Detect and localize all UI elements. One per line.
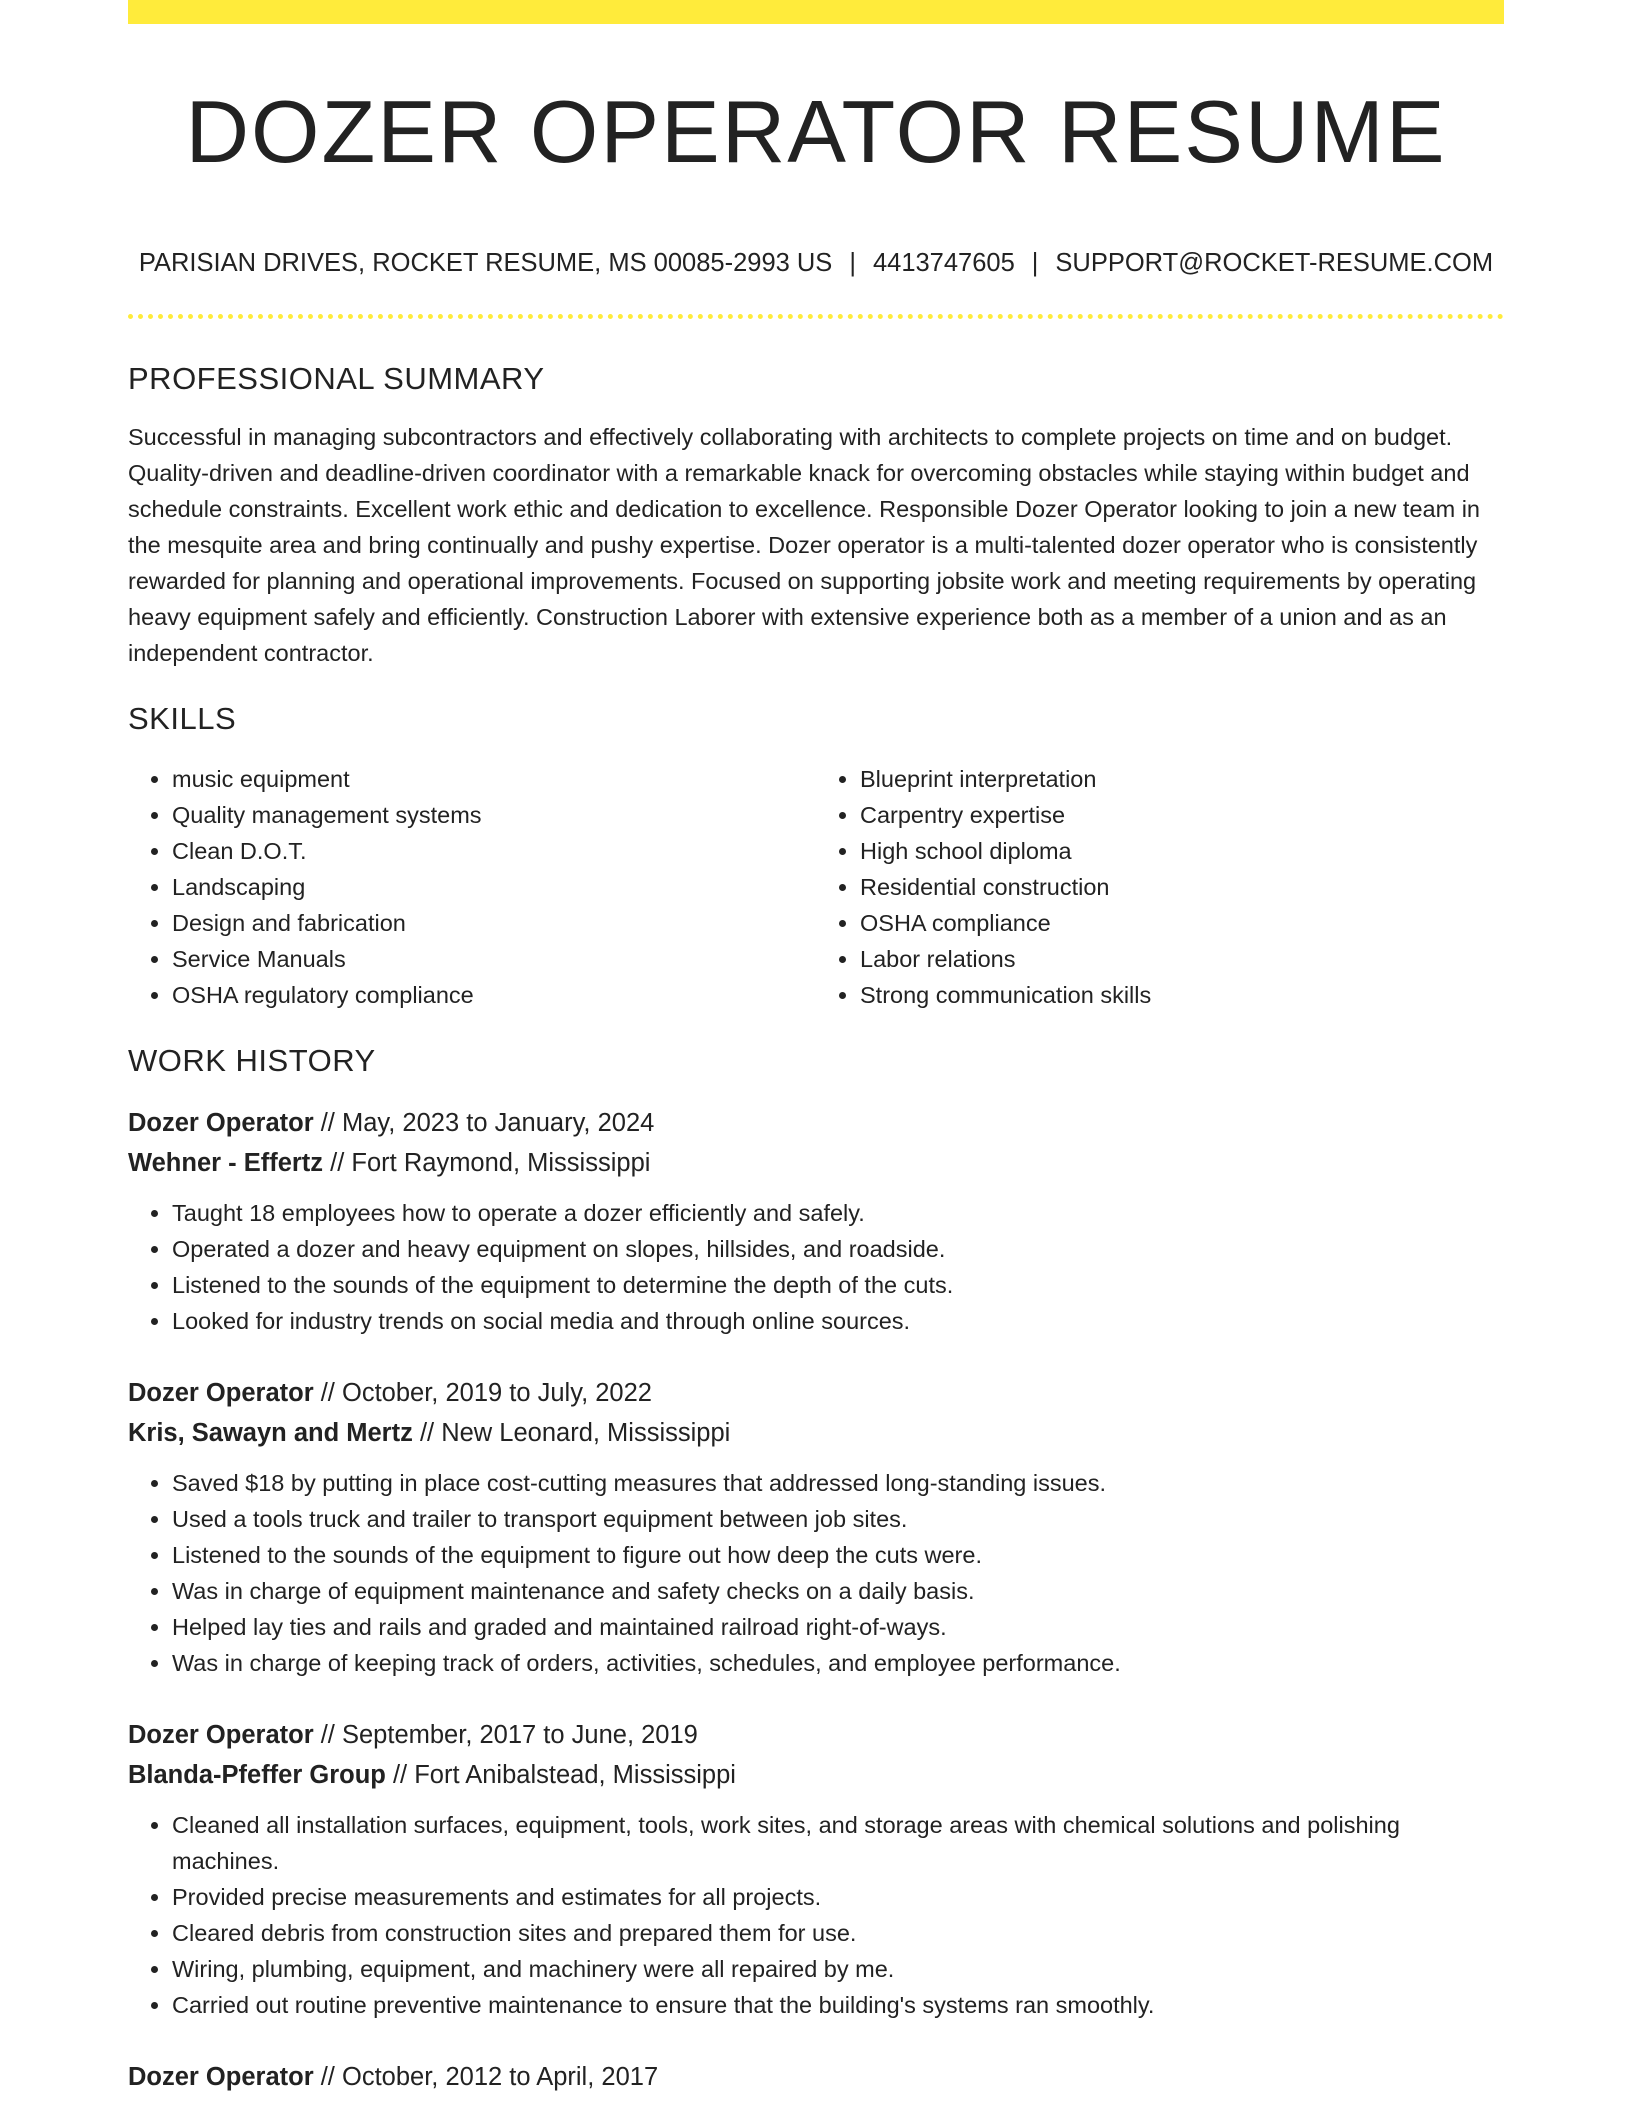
job-dates: September, 2017 to June, 2019	[341, 1721, 698, 1749]
job-bullet: • Used a tools truck and trailer to transport equipment between job sites.	[172, 1501, 1504, 1537]
skill-item: • Blueprint interpretation	[860, 761, 1504, 797]
work-history-heading: WORK HISTORY	[128, 1043, 376, 1078]
job-role: Dozer Operator	[128, 1109, 314, 1137]
resume-title: DOZER OPERATOR RESUME	[185, 82, 1447, 181]
skill-item: • OSHA compliance	[860, 905, 1504, 941]
skills-list-right	[816, 761, 1504, 1013]
job-bullet: • Listened to the sounds of the equipment to figure out how deep the cuts were.	[172, 1537, 1504, 1573]
skills-list-left	[128, 761, 816, 1013]
job-divider: //	[320, 1721, 335, 1749]
skill-item: • Carpentry expertise	[860, 797, 1504, 833]
skill-item: • Service Manuals	[172, 941, 816, 977]
job-role-line	[128, 1103, 1504, 1143]
skill-item: • High school diploma	[860, 833, 1504, 869]
job-role: Dozer Operator	[128, 1721, 314, 1749]
job-company: Wehner - Effertz	[128, 1149, 324, 1177]
job-company-line	[128, 1755, 1504, 1795]
job-entry	[128, 1103, 1504, 1339]
job-divider: //	[330, 1149, 345, 1177]
skill-item: • Landscaping	[172, 869, 816, 905]
job-bullet: • Wiring, plumbing, equipment, and machinery were all repaired by me.	[172, 1951, 1504, 1987]
skill-item: • Quality management systems	[172, 797, 816, 833]
job-entry	[128, 1715, 1504, 2023]
job-bullet: • Provided precise measurements and estimates for all projects.	[172, 1879, 1504, 1915]
job-dates: October, 2019 to July, 2022	[341, 1379, 652, 1407]
skill-item: • Strong communication skills	[860, 977, 1504, 1013]
summary-text: Successful in managing subcontractors and effectively collaborating with architects to complete projects on time and on budget. Quality-driven and deadline-driven coordinator with a remarkable knack for overcoming obstacles while staying within budget and schedule constraints. Excellent work ethic and dedication to excellence. Responsible Dozer Operator looking to join a new team in the mesquite area and bring continually and pushy expertise. Dozer operator is a multi-talented dozer operator who is consistently rewarded for planning and operational improvements. Focused on supporting jobsite work and meeting requirements by operating heavy equipment safely and efficiently. Construction Laborer with extensive experience both as a member of a union and as an independent contractor.	[128, 424, 1480, 666]
job-bullets	[128, 1465, 1504, 1681]
job-divider: //	[419, 1419, 435, 1447]
contact-separator: |	[1031, 249, 1039, 277]
contact-email: SUPPORT@ROCKET-RESUME.COM	[1055, 249, 1494, 277]
job-bullet: • Was in charge of keeping track of orders, activities, schedules, and employee performance.	[172, 1645, 1504, 1681]
job-bullet: • Operated a dozer and heavy equipment on slopes, hillsides, and roadside.	[172, 1231, 1504, 1267]
job-dates: October, 2012 to April, 2017	[341, 2063, 659, 2091]
job-company-line	[128, 1143, 1504, 1183]
job-bullet: • Taught 18 employees how to operate a dozer efficiently and safely.	[172, 1195, 1504, 1231]
job-bullet: • Carried out routine preventive maintenance to ensure that the building's systems ran smoothly.	[172, 1987, 1504, 2023]
job-divider: //	[320, 1109, 335, 1137]
job-bullet: • Cleared debris from construction sites and prepared them for use.	[172, 1915, 1504, 1951]
contact-line	[128, 246, 1504, 280]
job-company: Kris, Sawayn and Mertz	[128, 1419, 413, 1447]
dotted-divider	[128, 314, 1504, 319]
contact-phone: 4413747605	[872, 249, 1015, 277]
job-role: Dozer Operator	[128, 2063, 314, 2091]
skill-item: • OSHA regulatory compliance	[172, 977, 816, 1013]
job-bullet: • Saved $18 by putting in place cost-cutting measures that addressed long-standing issues.	[172, 1465, 1504, 1501]
skill-item: • Residential construction	[860, 869, 1504, 905]
job-bullets	[128, 1807, 1504, 2023]
job-role-line	[128, 2057, 1504, 2097]
job-location: New Leonard, Mississippi	[441, 1419, 731, 1447]
job-location: Fort Anibalstead, Mississippi	[414, 1761, 736, 1789]
job-bullets	[128, 1195, 1504, 1339]
contact-separator: |	[849, 249, 856, 277]
job-entry	[128, 1373, 1504, 1681]
resume-page	[128, 0, 1504, 2097]
job-role-line	[128, 1715, 1504, 1755]
job-role: Dozer Operator	[128, 1379, 314, 1407]
job-bullet: • Looked for industry trends on social media and through online sources.	[172, 1303, 1504, 1339]
job-divider: //	[392, 1761, 408, 1789]
skills-heading: SKILLS	[128, 701, 237, 736]
job-bullet: • Helped lay ties and rails and graded and maintained railroad right-of-ways.	[172, 1609, 1504, 1645]
skill-item: • Clean D.O.T.	[172, 833, 816, 869]
job-location: Fort Raymond, Mississippi	[351, 1149, 651, 1177]
job-bullet: • Cleaned all installation surfaces, equipment, tools, work sites, and storage areas with chemical solutions and polishing machines.	[172, 1807, 1504, 1879]
job-role-line	[128, 1373, 1504, 1413]
top-accent-bar	[128, 0, 1504, 24]
job-divider: //	[320, 1379, 335, 1407]
summary-heading: PROFESSIONAL SUMMARY	[128, 361, 545, 396]
skill-item: • Design and fabrication	[172, 905, 816, 941]
job-bullet: • Listened to the sounds of the equipment to determine the depth of the cuts.	[172, 1267, 1504, 1303]
job-entry	[128, 2057, 1504, 2097]
skill-item: • Labor relations	[860, 941, 1504, 977]
skill-item: • music equipment	[172, 761, 816, 797]
job-company-line	[128, 1413, 1504, 1453]
skills-columns	[128, 761, 1504, 1013]
job-divider: //	[320, 2063, 335, 2091]
job-company: Blanda-Pfeffer Group	[128, 1761, 386, 1789]
job-dates: May, 2023 to January, 2024	[341, 1109, 655, 1137]
job-bullet: • Was in charge of equipment maintenance and safety checks on a daily basis.	[172, 1573, 1504, 1609]
contact-address: PARISIAN DRIVES, ROCKET RESUME, MS 00085-2993 US	[138, 249, 833, 277]
